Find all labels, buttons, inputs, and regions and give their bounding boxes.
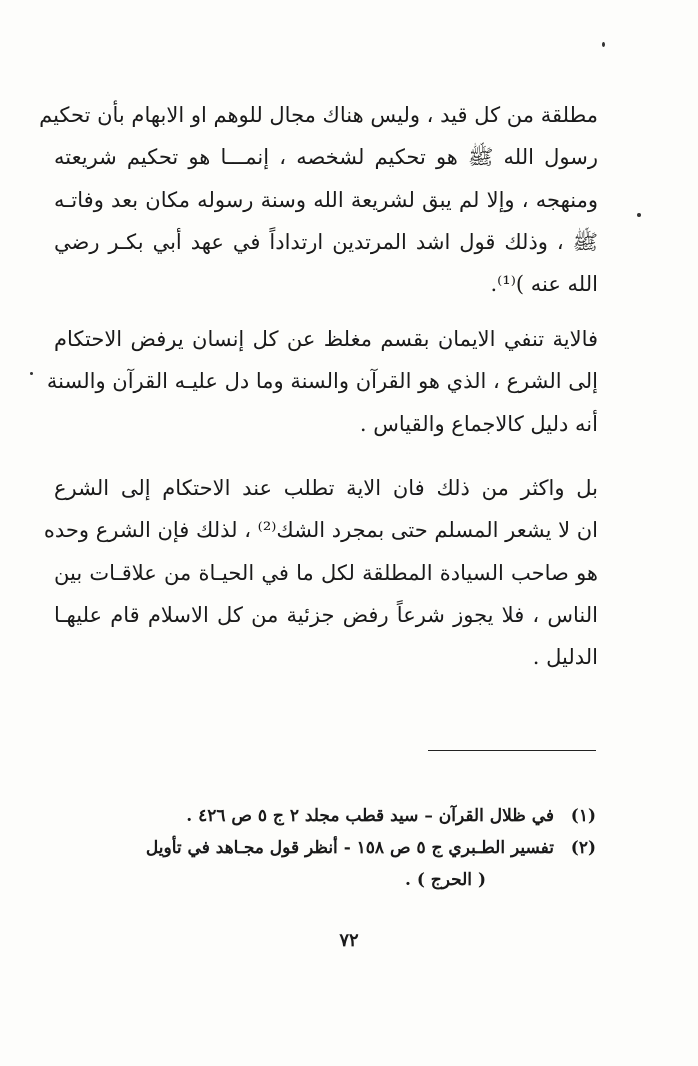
footnote-number: (٢): [570, 838, 596, 858]
footnote-2: [56, 832, 596, 864]
paragraph-line: أنه دليل كالاجماع والقياس .: [359, 411, 598, 436]
paragraph-line: إلى الشرع ، الذي هو القرآن والسنة وما دل عليـه القرآن والسنة: [46, 369, 598, 394]
paragraph-2: [46, 318, 598, 445]
paragraph-line: الدليل .: [532, 645, 598, 670]
footnote-number: (١): [570, 806, 596, 826]
paragraph-line: الله عنه )⁽¹⁾.: [490, 272, 598, 297]
footnote-2-continuation: ( الحرج ) .: [405, 870, 486, 890]
paragraph-line: الناس ، فلا يجوز شرعاً رفض جزئية من كل الاسلام قام عليهـا: [54, 602, 598, 627]
footnote-text: تفسير الطـبري ج ٥ ص ١٥٨ - أنظر قول مجـاهد في تأويل: [145, 838, 554, 858]
paragraph-line: هو صاحب السيادة المطلقة لكل ما في الحيـاة من علاقـات بين: [54, 560, 598, 585]
footnote-text: في ظلال القرآن – سيد قطب مجلد ٢ ج ٥ ص ٤٢٦ .: [186, 806, 554, 826]
footnote-1: [56, 800, 596, 832]
paragraph-line: ﷺ ، وذلك قول اشد المرتدين ارتداداً في عهد أبي بكـر رضي: [54, 229, 598, 254]
page-number: ٧٢: [339, 930, 359, 951]
paragraph-line: مطلقة من كل قيد ، وليس هناك مجال للوهم او الابهام بأن تحكيم: [39, 103, 598, 127]
footnote-divider: [428, 750, 596, 751]
scan-speck: [637, 213, 641, 217]
footnotes: [56, 800, 596, 896]
paragraph-3: [43, 467, 598, 678]
paragraph-line: بل واكثر من ذلك فان الاية تطلب عند الاحتكام إلى الشرع: [54, 476, 598, 500]
paragraph-line: رسول الله ﷺ هو تحكيم لشخصه ، إنمـــا هو تحكيم شريعته: [54, 145, 598, 170]
paragraph-1: [39, 94, 598, 305]
paragraph-line: ومنهجه ، وإلا لم يبق لشريعة الله وسنة رسوله مكان بعد وفاتـه: [54, 187, 598, 212]
scan-speck: [602, 42, 605, 47]
paragraph-line: ان لا يشعر المسلم حتى بمجرد الشك⁽²⁾ ، لذلك فإن الشرع وحده: [43, 518, 598, 543]
paragraph-line: فالاية تنفي الايمان بقسم مغلظ عن كل إنسان يرفض الاحتكام: [54, 327, 598, 351]
scan-speck: [30, 372, 33, 375]
